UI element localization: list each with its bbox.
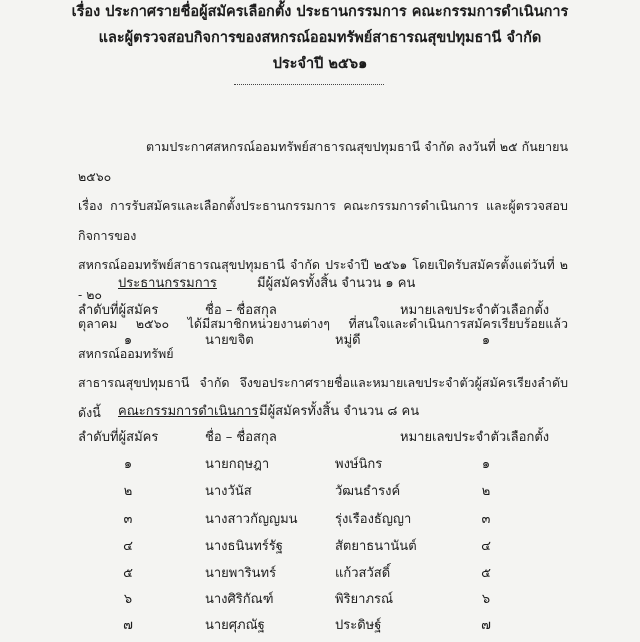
candidate-row [0, 453, 640, 481]
section-chairman-title: ประธานกรรมการ [118, 276, 217, 291]
candidate-number: ๓ [481, 512, 491, 527]
candidate-row [0, 508, 640, 536]
column-header-order: ลำดับที่ผู้สมัคร [78, 430, 159, 445]
candidate-order: ๒ [123, 484, 133, 499]
body-line-3: สหกรณ์ออมทรัพย์สาธารณสุขปทุมธานี จำกัด ประจำปี ๒๕๖๑ โดยเปิดรับสมัครตั้งแต่วันที่ ๒ - ๒๐ [78, 257, 568, 302]
candidate-number: ๕ [481, 566, 491, 581]
candidate-number: ๔ [481, 539, 491, 554]
candidate-number: ๑ [481, 457, 491, 472]
candidate-first-name: นางศิริกัณฑ์ [205, 592, 274, 607]
section-chairman-count: มีผู้สมัครทั้งสิ้น จำนวน ๑ คน [257, 276, 416, 291]
candidate-row [0, 614, 640, 642]
candidate-last-name: พิริยาภรณ์ [335, 592, 394, 607]
section-committee-title: คณะกรรมการดำเนินการ [118, 404, 259, 419]
candidate-last-name: หมู่ดี [335, 333, 361, 348]
candidate-first-name: นางวันัส [205, 484, 252, 499]
candidate-row [0, 480, 640, 508]
candidate-number: ๗ [481, 618, 491, 633]
dotted-separator [234, 84, 384, 85]
candidate-order: ๖ [123, 592, 133, 607]
candidate-first-name: นายศุภณัฐ [205, 618, 265, 633]
candidate-number: ๒ [481, 484, 491, 499]
candidate-number: ๖ [481, 592, 491, 607]
candidate-first-name: นายขจิต [205, 333, 254, 348]
candidate-last-name: แก้วสวัสดิ์ [335, 566, 391, 581]
candidate-order: ๑ [123, 457, 133, 472]
candidate-order: ๕ [123, 566, 133, 581]
candidate-last-name: ประดิษฐ์ [335, 618, 382, 633]
subject-year: ประจำปี ๒๕๖๑ [272, 55, 368, 72]
subject-line-1: เรื่อง ประกาศรายชื่อผู้สมัครเลือกตั้ง ประธานกรรมการ คณะกรรมการดำเนินการ [71, 3, 569, 20]
candidate-last-name: พงษ์นิกร [335, 457, 383, 472]
candidate-last-name: รุ่งเรืองธัญญา [335, 512, 412, 527]
body-line-2: เรื่อง การรับสมัครและเลือกตั้งประธานกรรมการ คณะกรรมการดำเนินการ และผู้ตรวจสอบกิจการของ [78, 198, 568, 243]
column-header-number: หมายเลขประจำตัวเลือกตั้ง [400, 303, 550, 318]
candidate-order: ๑ [123, 333, 133, 348]
candidate-row [0, 588, 640, 616]
candidate-first-name: นางสาวกัญญมน [205, 512, 298, 527]
column-header-order: ลำดับที่ผู้สมัคร [78, 303, 159, 318]
candidate-first-name: นายพารินทร์ [205, 566, 277, 581]
candidate-number: ๑ [481, 333, 491, 348]
candidate-order: ๓ [123, 512, 133, 527]
candidate-last-name: สัตยาธนานันต์ [335, 539, 417, 554]
candidate-first-name: นายกฤษฎา [205, 457, 270, 472]
column-header-number: หมายเลขประจำตัวเลือกตั้ง [400, 430, 550, 445]
candidate-row [0, 562, 640, 590]
subject-line-2: และผู้ตรวจสอบกิจการของสหกรณ์ออมทรัพย์สาธารณสุขปทุมธานี จำกัด [98, 29, 542, 46]
candidate-order: ๔ [123, 539, 133, 554]
column-header-name: ชื่อ – ชื่อสกุล [205, 430, 277, 445]
body-line-4: ตุลาคม ๒๕๖๐ ได้มีสมาชิกหน่วยงานต่างๆ ที่สนใจและดำเนินการสมัครเรียบร้อยแล้ว สหกรณ์ออมทรัพย์ [78, 316, 568, 361]
candidate-row [0, 329, 640, 357]
candidate-row [0, 535, 640, 563]
body-line-1: ตามประกาศสหกรณ์ออมทรัพย์สาธารณสุขปทุมธานี จำกัด ลงวันที่ ๒๕ กันยายน ๒๕๖๐ [78, 139, 568, 184]
candidate-last-name: วัฒนธำรงค์ [335, 484, 401, 499]
section-committee-count: มีผู้สมัครทั้งสิ้น จำนวน ๘ คน [259, 404, 420, 419]
body-line-5: สาธารณสุขปทุมธานี จำกัด จึงขอประกาศรายชื่อและหมายเลขประจำตัวผู้สมัครเรียงลำดับ ดังนี้ [78, 375, 568, 420]
candidate-first-name: นางธนินทร์รัฐ [205, 539, 283, 554]
candidate-order: ๗ [123, 618, 133, 633]
column-header-name: ชื่อ – ชื่อสกุล [205, 303, 277, 318]
